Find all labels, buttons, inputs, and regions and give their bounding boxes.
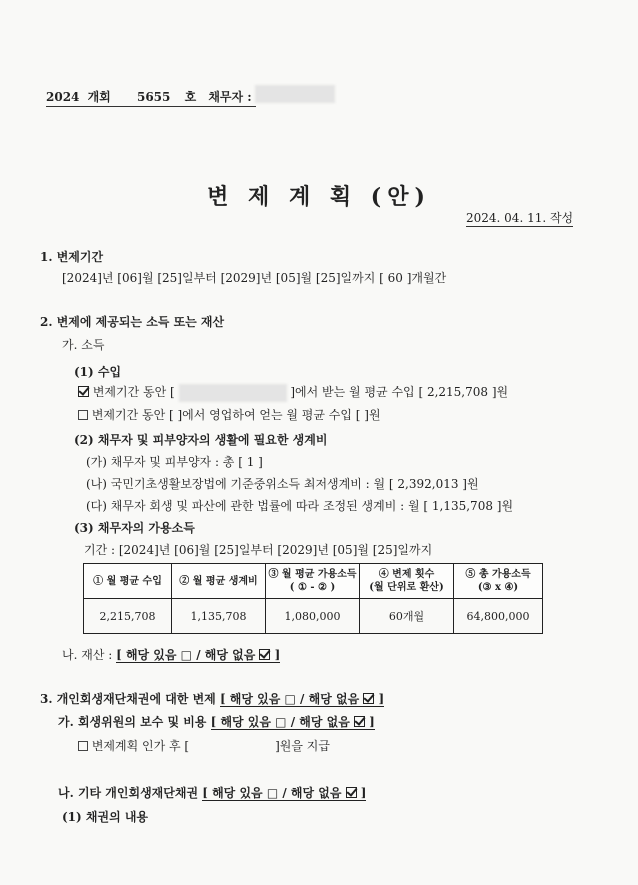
section1-heading: 1. 변제기간	[40, 250, 104, 264]
claims-content-heading: (1) 채권의 내용	[62, 810, 149, 824]
checkbox-other-claims-none	[346, 787, 357, 798]
living-da: (다) 채무자 회생 및 파산에 관한 법률에 따라 조정된 생계비 : 월 [ 1,135,708 ]원	[86, 499, 514, 513]
checkbox-salary	[78, 386, 89, 397]
table-cell: 2,215,708	[84, 599, 172, 634]
checkbox-commissioner-none	[354, 716, 365, 727]
section2-heading: 2. 변제에 제공되는 소득 또는 재산	[40, 315, 225, 329]
table-header: ⑤ 총 가용소득 (③ x ④)	[454, 564, 543, 599]
section3-heading: 3. 개인회생재단채권에 대한 변제	[40, 692, 216, 706]
commissioner-pay-pre: 변제계획 인가 후 [	[91, 739, 190, 753]
other-claims-heading: 나. 기타 개인회생재단채권	[58, 786, 199, 800]
checkbox-commissioner-pay	[78, 741, 88, 751]
commissioner-fee-options: [ 해당 있음 □ / 해당 없음 ]	[210, 715, 375, 729]
table-cell: 60개월	[360, 599, 454, 634]
table-header: ③ 월 평균 가용소득 ( ① - ② )	[266, 564, 360, 599]
table-header: ① 월 평균 수입	[84, 564, 172, 599]
property-line	[62, 646, 280, 663]
checkbox-property-none	[259, 649, 270, 660]
income-subheading: 가. 소득	[62, 338, 105, 352]
table-header: ④ 변제 횟수 (월 단위로 환산)	[360, 564, 454, 599]
income-line-business	[78, 406, 381, 423]
income-line1-pre: 변제기간 동안 [	[92, 385, 175, 399]
checkbox-section3-none	[363, 693, 374, 704]
commissioner-pay-post: ]원을 지급	[275, 739, 330, 753]
section3-options-text: [ 해당 있음 □ / 해당 없음	[219, 692, 360, 706]
case-court: 개회	[87, 90, 111, 104]
commissioner-fee-line	[58, 713, 375, 730]
income-heading: (1) 수입	[74, 365, 122, 379]
case-number: 5655	[136, 90, 171, 104]
table-header-row	[84, 564, 543, 599]
section3-line	[40, 690, 384, 707]
table-cell: 64,800,000	[454, 599, 543, 634]
other-claims-options: [ 해당 있음 □ / 해당 없음 ]	[202, 786, 367, 800]
living-cost-heading: (2) 채무자 및 피부양자의 생활에 필요한 생계비	[74, 433, 328, 447]
commissioner-fee-options-text: [ 해당 있음 □ / 해당 없음	[210, 715, 350, 729]
table-cell: 1,135,708	[172, 599, 266, 634]
case-year: 2024	[46, 90, 80, 104]
debtor-label: 채무자 :	[208, 90, 252, 104]
checkbox-business	[78, 410, 88, 420]
table-cell: 1,080,000	[266, 599, 360, 634]
written-date: 2024. 04. 11. 작성	[466, 211, 574, 225]
commissioner-fee-heading: 가. 회생위원의 보수 및 비용	[58, 715, 207, 729]
available-income-heading: (3) 채무자의 가용소득	[74, 521, 195, 535]
income-line1-post: ]에서 받는 월 평균 수입 [ 2,215,708 ]원	[290, 385, 509, 399]
living-ga: (가) 채무자 및 피부양자 : 총 [ 1 ]	[86, 455, 263, 469]
living-na: (나) 국민기초생활보장법에 기준중위소득 최저생계비 : 월 [ 2,392,013 ]원	[86, 477, 479, 491]
table-header: ② 월 평균 생계비	[172, 564, 266, 599]
calc-period: 기간 : [2024]년 [06]월 [25]일부터 [2029]년 [05]월 [25]일까지	[84, 543, 433, 557]
income-line-salary	[78, 383, 508, 402]
property-label: 나. 재산 :	[62, 648, 113, 662]
available-income-table	[83, 563, 543, 634]
property-options: [ 해당 있음 □ / 해당 없음 ]	[116, 648, 281, 662]
redacted-employer	[179, 384, 287, 402]
case-header	[46, 88, 256, 107]
redacted-debtor-name	[255, 85, 335, 103]
other-claims-line	[58, 784, 366, 801]
case-ho: 호	[184, 90, 197, 104]
other-claims-options-text: [ 해당 있음 □ / 해당 없음	[202, 786, 342, 800]
repayment-period: [2024]년 [06]월 [25]일부터 [2029]년 [05]월 [25]일까지 [ 60 ]개월간	[62, 271, 447, 285]
property-options-text: [ 해당 있음 □ / 해당 없음	[116, 648, 256, 662]
income-line2: 변제기간 동안 [ ]에서 영업하여 얻는 월 평균 수입 [ ]원	[91, 408, 381, 422]
commissioner-pay-line	[78, 737, 330, 754]
document-title: 변 제 계 획 (안)	[207, 184, 431, 210]
section3-options: [ 해당 있음 □ / 해당 없음 ]	[219, 692, 385, 706]
table-row	[84, 599, 543, 634]
